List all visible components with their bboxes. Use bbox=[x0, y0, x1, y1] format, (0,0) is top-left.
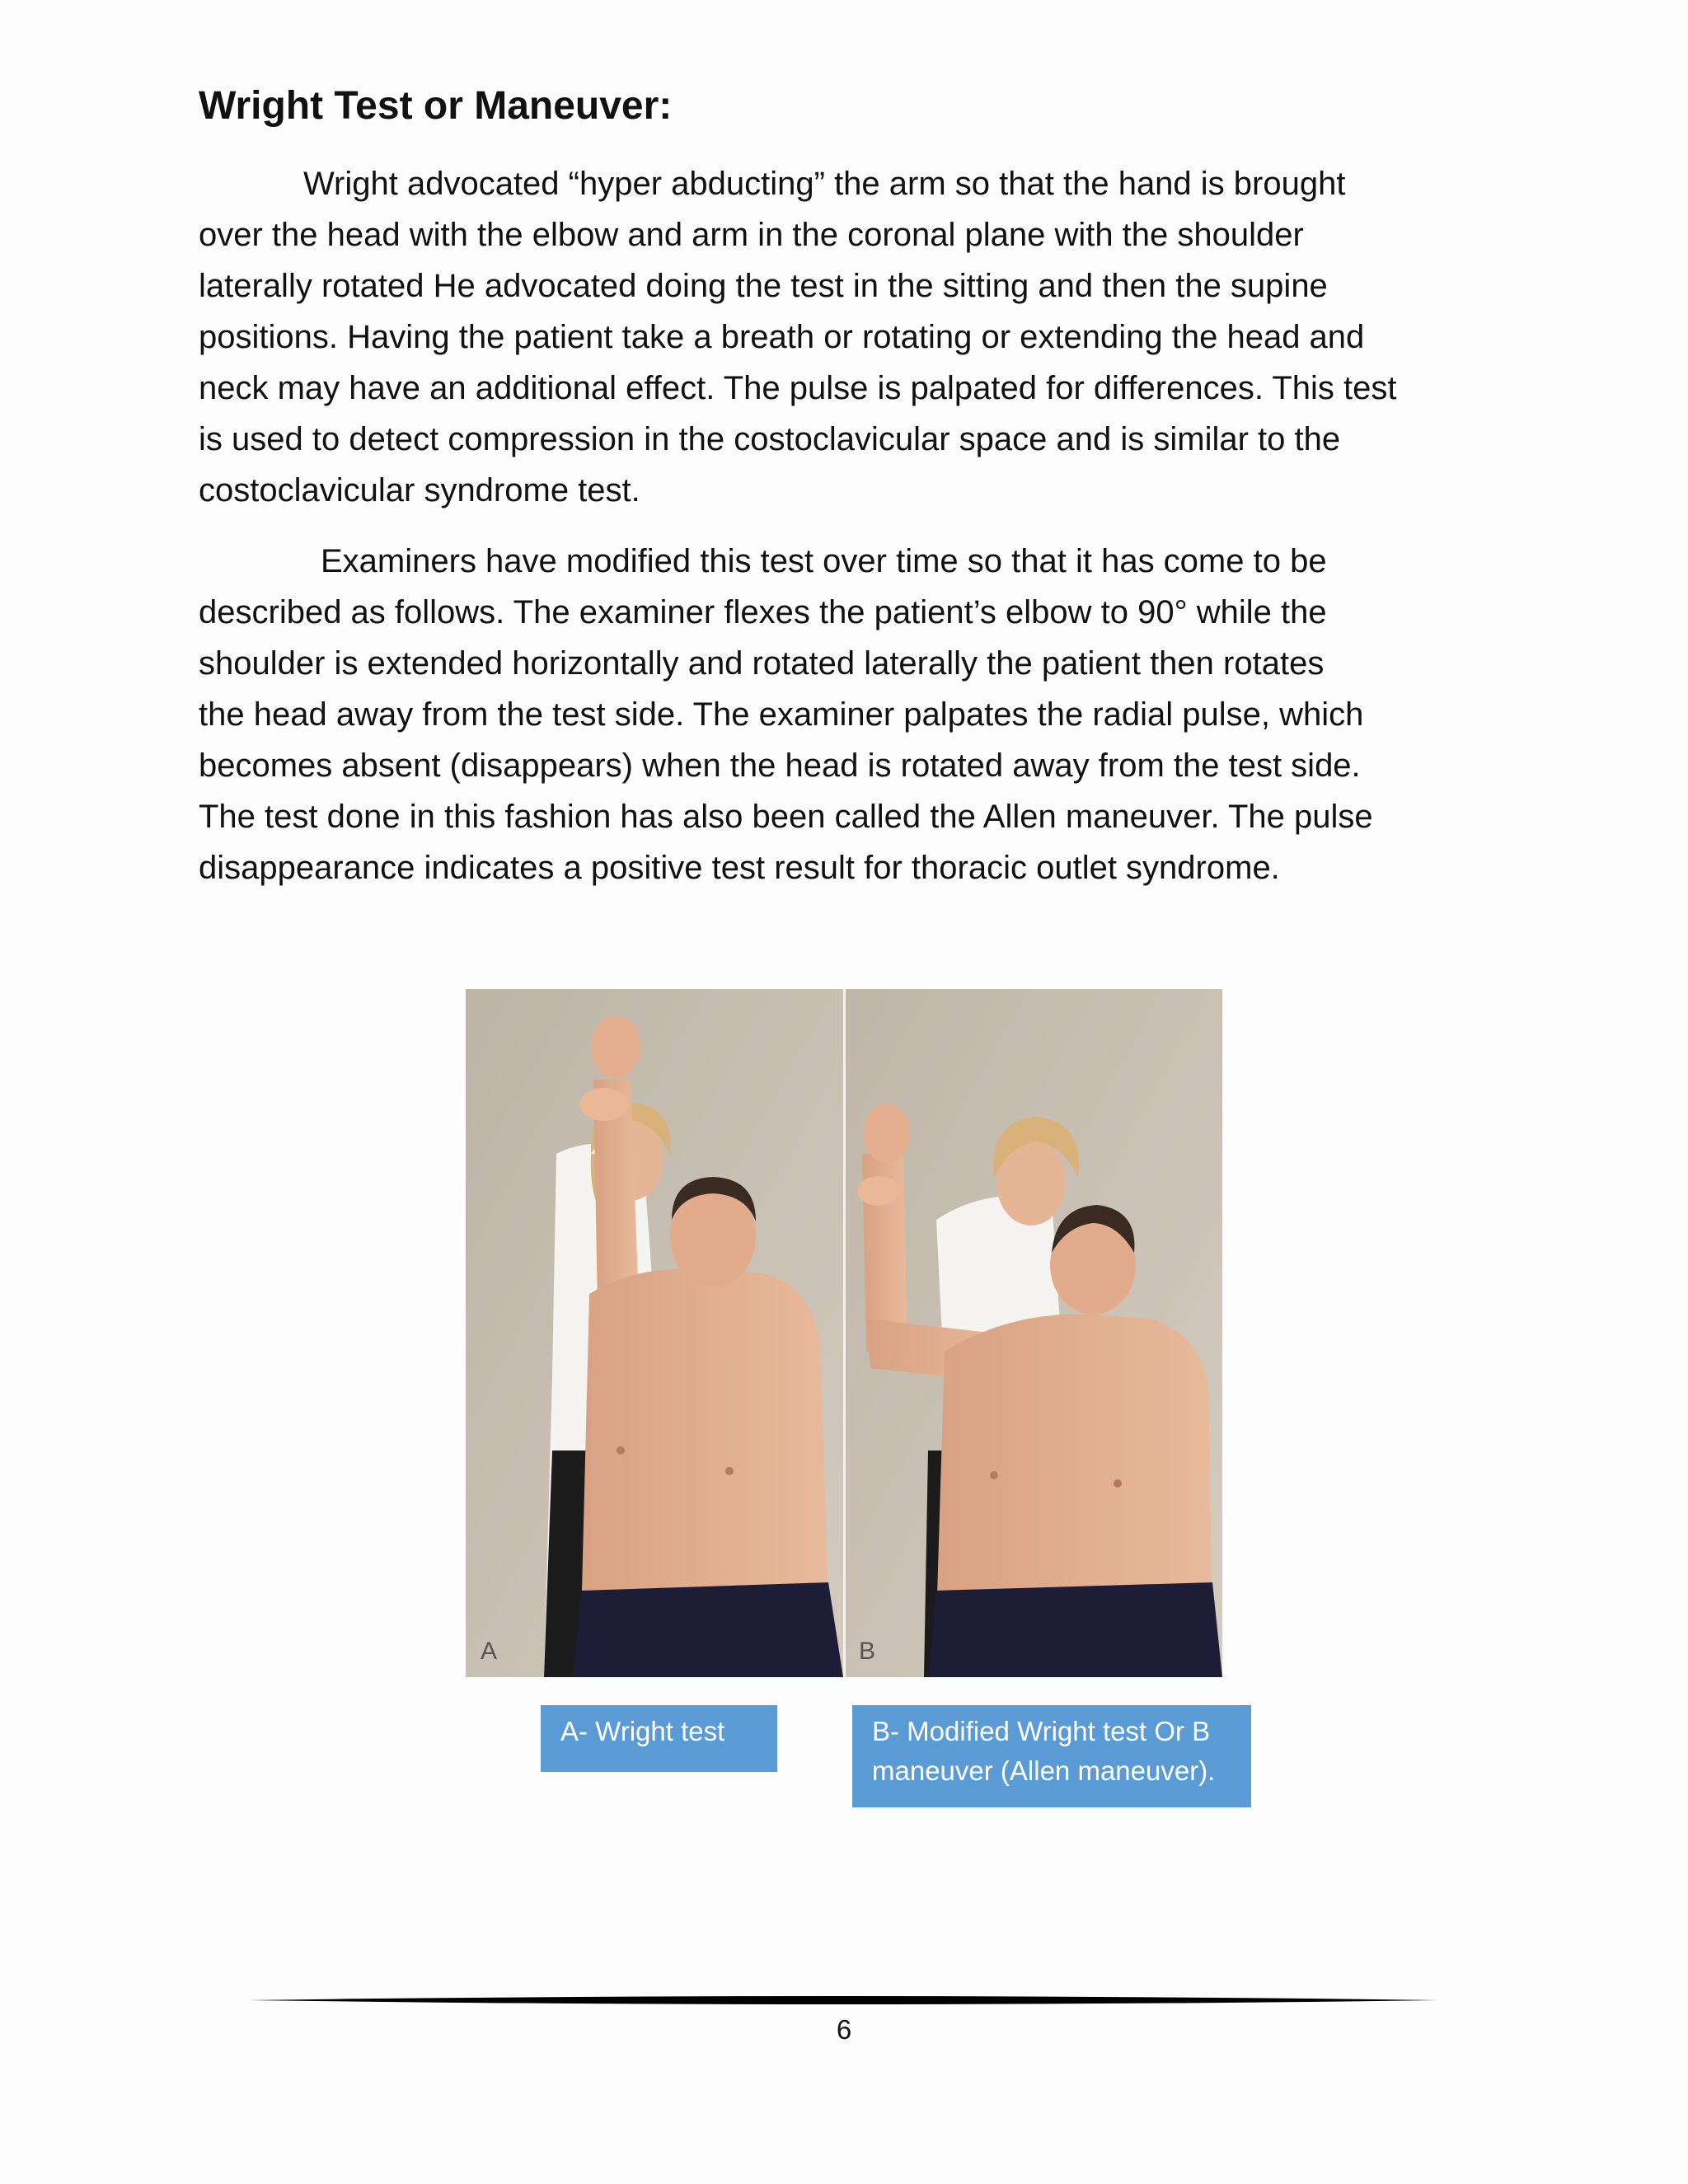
clinical-photo-figure bbox=[466, 989, 1222, 1677]
text-line: shoulder is extended horizontally and rotated laterally the patient then rotates bbox=[199, 645, 1325, 682]
paragraph-wright-description bbox=[199, 158, 1493, 516]
photo-panel-b bbox=[846, 989, 1222, 1677]
text-line: neck may have an additional effect. The pulse is palpated for differences. This test bbox=[199, 370, 1397, 406]
text-line: laterally rotated He advocated doing the test in the sitting and then the supine bbox=[199, 268, 1328, 304]
text-line: described as follows. The examiner flexes the patient’s elbow to 90° while the bbox=[199, 594, 1327, 630]
text-line: becomes absent (disappears) when the head is rotated away from the test side. bbox=[199, 748, 1361, 784]
paragraph-modified-test bbox=[199, 536, 1493, 893]
caption-b bbox=[852, 1705, 1251, 1807]
text-line: is used to detect compression in the costoclavicular space and is similar to the bbox=[199, 421, 1341, 457]
text-line: Examiners have modified this test over time so that it has come to be bbox=[321, 543, 1327, 579]
text-line: The test done in this fashion has also been called the Allen maneuver. The pulse bbox=[199, 799, 1373, 835]
footer-divider bbox=[249, 1994, 1437, 2008]
text-line: Wright advocated “hyper abducting” the arm so that the hand is brought bbox=[303, 166, 1346, 202]
section-heading: Wright Test or Maneuver: bbox=[199, 84, 673, 128]
text-line: the head away from the test side. The examiner palpates the radial pulse, which bbox=[199, 696, 1364, 733]
text-line: positions. Having the patient take a breath or rotating or extending the head and bbox=[199, 319, 1365, 355]
page-number: 6 bbox=[836, 2014, 852, 2045]
photo-panel-a bbox=[466, 989, 843, 1677]
text-line: costoclavicular syndrome test. bbox=[199, 472, 640, 509]
photo-wright-test-illustration bbox=[466, 989, 843, 1677]
caption-b-line: maneuver (Allen maneuver). bbox=[872, 1755, 1216, 1786]
text-line: over the head with the elbow and arm in the coronal plane with the shoulder bbox=[199, 217, 1304, 253]
panel-letter-a: A bbox=[481, 1638, 498, 1665]
caption-a: A- Wright test bbox=[541, 1705, 777, 1772]
panel-letter-b: B bbox=[859, 1638, 876, 1665]
text-line: disappearance indicates a positive test result for thoracic outlet syndrome. bbox=[199, 850, 1280, 886]
photo-modified-wright-test-illustration bbox=[846, 989, 1222, 1677]
caption-b-line: B- Modified Wright test Or B bbox=[872, 1716, 1211, 1746]
